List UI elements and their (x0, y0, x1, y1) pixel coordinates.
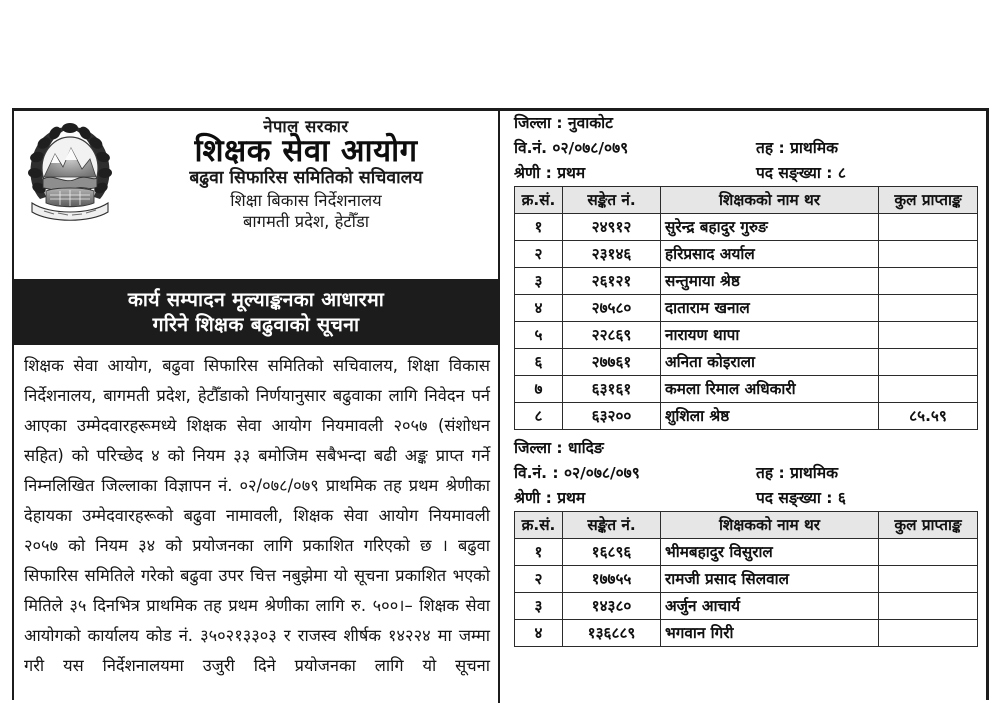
section-meta (500, 111, 991, 186)
level-label: तह : (756, 139, 791, 157)
posts-label: पद सङ्ख्या : (756, 164, 838, 182)
table-row (515, 322, 978, 349)
cell-name: सुरेन्द्र बहादुर गुरुङ (661, 214, 879, 241)
cell-sn: १ (515, 539, 563, 566)
col-header-name: शिक्षकको नाम थर (661, 512, 879, 539)
banner-line-2: गरिने शिक्षक बढुवाको सूचना (152, 313, 360, 336)
posts-value: ८ (837, 164, 846, 182)
cell-name: शुशिला श्रेष्ठ (661, 403, 879, 430)
cell-sn: ३ (515, 268, 563, 295)
posts-line (756, 486, 846, 511)
cell-score (879, 539, 978, 566)
cell-name: भीमबहादुर विसुराल (661, 539, 879, 566)
cell-code: १६८९६ (563, 539, 661, 566)
cell-sn: ३ (515, 593, 563, 620)
level-value: प्राथमिक (790, 464, 838, 482)
cell-name: अर्जुन आचार्य (661, 593, 879, 620)
cell-code: १३६८८९ (563, 620, 661, 647)
table-row (515, 241, 978, 268)
posts-label: पद सङ्ख्या : (756, 489, 838, 507)
district-value: नुवाकोट (568, 114, 613, 132)
cell-score (879, 566, 978, 593)
grade-line (514, 161, 756, 186)
cell-sn: २ (515, 566, 563, 593)
level-line (756, 461, 838, 486)
cell-sn: १ (515, 214, 563, 241)
cell-code: १४३८० (563, 593, 661, 620)
section-meta (500, 436, 991, 511)
cell-code: २६१२१ (563, 268, 661, 295)
cell-score (879, 214, 978, 241)
cell-score (879, 268, 978, 295)
cell-score (879, 322, 978, 349)
roster-table-nuwakot (514, 186, 978, 430)
letterhead (14, 111, 498, 273)
grade-label: श्रेणी : (514, 489, 552, 507)
cell-code: २३१४६ (563, 241, 661, 268)
grade-line (514, 486, 756, 511)
level-line (756, 136, 838, 161)
col-header-sn: क्र.सं. (515, 512, 563, 539)
nepal-coat-of-arms-icon (24, 121, 116, 227)
ad-no-line: वि.नं. ०२/०७८/०७९ (514, 139, 629, 157)
cell-score: ८५.५९ (879, 403, 978, 430)
notice-banner (14, 279, 498, 345)
posts-line (756, 161, 846, 186)
district-line (514, 436, 756, 461)
table-row (515, 295, 978, 322)
cell-code: २२८६९ (563, 322, 661, 349)
table-row (515, 403, 978, 430)
posts-value: ६ (837, 489, 846, 507)
cell-code: ६३१६१ (563, 376, 661, 403)
cell-sn: २ (515, 241, 563, 268)
cell-name: सन्तुमाया श्रेष्ठ (661, 268, 879, 295)
level-value: प्राथमिक (790, 139, 838, 157)
district-value: धादिङ (568, 439, 604, 457)
col-header-name: शिक्षकको नाम थर (661, 187, 879, 214)
cell-sn: ७ (515, 376, 563, 403)
letterhead-text (118, 117, 494, 232)
cell-name: दाताराम खनाल (661, 295, 879, 322)
cell-name: कमला रिमाल अधिकारी (661, 376, 879, 403)
district-label: जिल्ला : (514, 114, 563, 132)
cell-score (879, 620, 978, 647)
table-row (515, 376, 978, 403)
cell-code: २४९१२ (563, 214, 661, 241)
cell-score (879, 376, 978, 403)
level-label: तह : (756, 464, 791, 482)
grade-label: श्रेणी : (514, 164, 552, 182)
organization-name: शिक्षक सेवा आयोग (194, 133, 418, 170)
district-line (514, 111, 756, 136)
notice-body-text: शिक्षक सेवा आयोग, बढुवा सिफारिस समितिको सचिवालय, शिक्षा विकास निर्देशनालय, बागमती प्रदेश, हेटौँडाको निर्णयानुसार बढुवाका लागि निवेदन पर्न आएका उम्मेदवारहरूमध्ये शिक्षक सेवा आयोग नियमावली २०५७ (संशोधन सहित) को परिच्छेद ४ को नियम ३३ बमोजिम सबैभन्दा बढी अङ्क प्राप्त गर्ने निम्नलिखित जिल्लाका विज्ञापन नं. ०२/०७८/०७९ प्राथमिक तह प्रथम श्रेणीका देहायका उम्मेदवारहरूको बढुवा नामावली, शिक्षक सेवा आयोग नियमावली २०५७ को नियम ३४ को प्रयोजनका लागि प्रकाशित गरिएको छ । बढुवा सिफारिस समितिले गरेको बढुवा उपर चित्त नबुझेमा यो सूचना प्रकाशित भएको मितिले ३५ दिनभित्र प्राथमिक तह प्रथम श्रेणीका लागि रु. ५००।– शिक्षक सेवा आयोगको कार्यालय कोड नं. ३५०२१३३०३ र राजस्व शीर्षक १४२२४ मा जम्मा गरी यस निर्देशनालयमा उजुरी दिने प्रयोजनका लागि यो सूचना (24, 356, 490, 675)
cell-name: भगवान गिरी (661, 620, 879, 647)
cell-code: २७५८० (563, 295, 661, 322)
directorate-name: शिक्षा बिकास निर्देशनालय (230, 190, 382, 210)
cell-score (879, 593, 978, 620)
cell-name: रामजी प्रसाद सिलवाल (661, 566, 879, 593)
cell-score (879, 295, 978, 322)
col-header-code: सङ्केत नं. (563, 187, 661, 214)
document-page (12, 108, 989, 700)
ad-no-line: वि.नं. : ०२/०७८/०७९ (514, 464, 640, 482)
district-label: जिल्ला : (514, 439, 563, 457)
table-row (515, 349, 978, 376)
table-header-row (515, 512, 978, 539)
district-section-dhading (500, 436, 991, 647)
cell-sn: ४ (515, 295, 563, 322)
cell-score (879, 241, 978, 268)
cell-score (879, 349, 978, 376)
cell-name: नारायण थापा (661, 322, 879, 349)
cell-sn: ६ (515, 349, 563, 376)
cell-code: २७७६१ (563, 349, 661, 376)
table-row (515, 566, 978, 593)
table-row (515, 268, 978, 295)
table-row (515, 593, 978, 620)
col-header-score: कुल प्राप्ताङ्क (879, 512, 978, 539)
table-header-row (515, 187, 978, 214)
government-name: नेपाल सरकार (263, 117, 349, 136)
banner-line-1: कार्य सम्पादन मूल्याङ्कनका आधारमा (127, 287, 385, 311)
col-header-score: कुल प्राप्ताङ्क (879, 187, 978, 214)
cell-sn: ८ (515, 403, 563, 430)
table-row (515, 620, 978, 647)
secretariat-name: बढुवा सिफारिस समितिको सचिवालय (189, 168, 423, 189)
district-section-nuwakot (500, 111, 991, 430)
cell-name: हरिप्रसाद अर्याल (661, 241, 879, 268)
roster-table-dhading (514, 511, 978, 647)
col-header-sn: क्र.सं. (515, 187, 563, 214)
cell-sn: ५ (515, 322, 563, 349)
table-row (515, 539, 978, 566)
roster-column (500, 111, 991, 703)
cell-code: १७७५५ (563, 566, 661, 593)
table-row (515, 214, 978, 241)
grade-value: प्रथम (557, 489, 586, 507)
province-city: बागमती प्रदेश, हेटौँडा (242, 212, 370, 232)
notice-column (14, 111, 498, 703)
col-header-code: सङ्केत नं. (563, 512, 661, 539)
grade-value: प्रथम (557, 164, 586, 182)
cell-code: ६३२०० (563, 403, 661, 430)
cell-sn: ४ (515, 620, 563, 647)
cell-name: अनिता कोइराला (661, 349, 879, 376)
